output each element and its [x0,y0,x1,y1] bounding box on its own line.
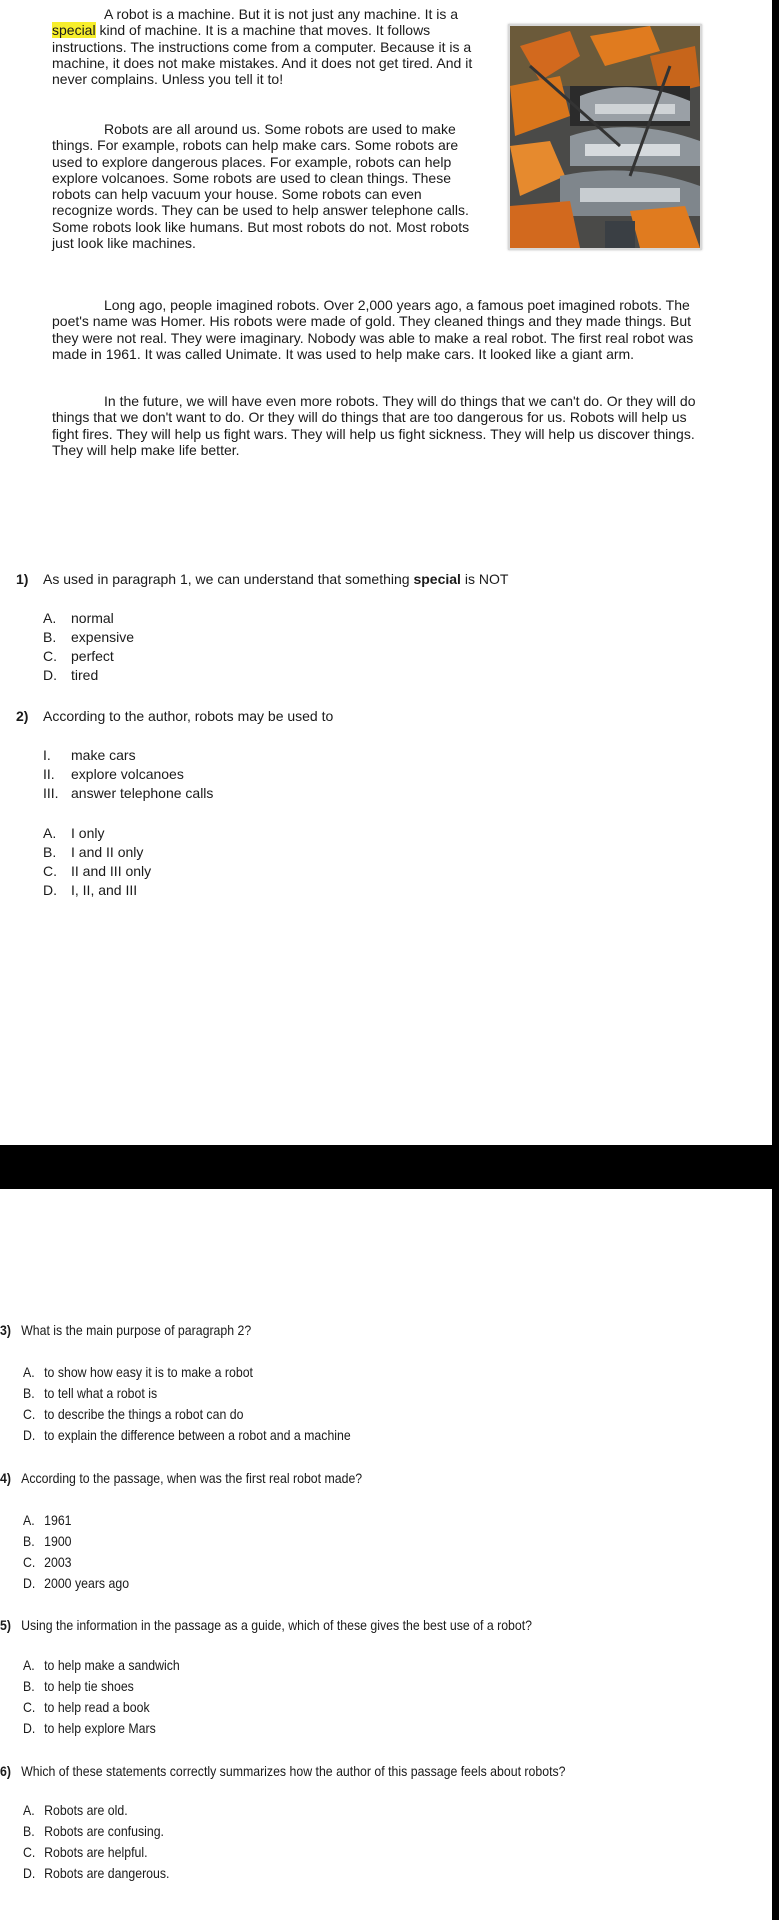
option-letter: B. [43,629,57,645]
option-d[interactable] [23,1573,129,1594]
roman-text: make cars [71,747,136,763]
option-letter: C. [23,1844,36,1860]
option-letter: B. [43,844,57,860]
option-text: to describe the things a robot can do [44,1406,244,1422]
option-c[interactable] [43,862,151,882]
option-letter: C. [43,648,57,664]
question-text: Which of these statements correctly summarizes how the author of this passage feels about robots? [21,1763,566,1779]
option-a[interactable] [23,1655,180,1676]
option-text: 1900 [44,1533,72,1549]
option-a[interactable] [23,1510,72,1531]
option-c[interactable] [23,1842,148,1863]
option-text: I only [71,825,105,841]
option-letter: A. [23,1657,35,1673]
question-1 [16,570,508,588]
option-letter: D. [23,1720,36,1736]
option-text: tired [71,667,99,683]
option-text: Robots are helpful. [44,1844,148,1860]
option-a[interactable] [23,1362,253,1383]
question-2 [16,707,333,725]
right-edge-bar [772,0,779,1920]
option-b[interactable] [23,1821,164,1842]
roman-text: explore volcanoes [71,766,184,782]
option-letter: A. [43,610,57,626]
option-letter: B. [23,1678,35,1694]
option-d[interactable] [43,666,98,686]
option-text: to show how easy it is to make a robot [44,1364,253,1380]
option-letter: C. [23,1406,36,1422]
question-text-end: is NOT [460,571,509,587]
option-letter: D. [23,1427,36,1443]
option-text: normal [71,610,114,626]
roman-item-1 [43,746,136,766]
option-text: Robots are old. [44,1802,128,1818]
highlighted-word: special [52,22,96,39]
option-letter: C. [43,863,57,879]
option-text: 2003 [44,1554,72,1570]
option-d[interactable] [23,1425,351,1446]
question-number: 4) [0,1470,11,1486]
page-separator-band [0,1145,779,1189]
option-text: 1961 [44,1512,72,1528]
question-text: According to the passage, when was the first real robot made? [21,1470,363,1486]
option-c[interactable] [23,1552,72,1573]
paragraph-2: Robots are all around us. Some robots are used to make things. For example, robots can help make cars. Some robots are used to explore dangerous places. For example, robots can help explore volcanoes. Some robots are used to clean things. These robots can help vacuum your house. Some robots can even recognize words. They can be used to help answer telephone calls. Some robots look like humans. But most robots do not. Most robots just look like machines. [52,121,470,252]
option-a[interactable] [43,609,114,629]
option-letter: B. [23,1385,35,1401]
paragraph-1 [52,6,482,87]
option-letter: D. [23,1575,36,1591]
question-number: 6) [0,1763,11,1779]
option-letter: B. [23,1823,35,1839]
option-text: to help make a sandwich [44,1657,180,1673]
option-letter: D. [23,1865,36,1881]
question-4 [0,1469,362,1487]
option-d[interactable] [23,1863,169,1884]
question-number: 1) [16,571,29,587]
roman-numeral: II. [43,766,55,782]
question-number: 2) [16,708,29,724]
option-letter: D. [43,882,57,898]
worksheet-page-2 [0,1189,772,1920]
option-text: II and III only [71,863,152,879]
option-letter: B. [23,1533,35,1549]
roman-item-2 [43,765,184,785]
question-6 [0,1762,566,1780]
roman-item-3 [43,784,213,804]
option-a[interactable] [43,824,104,844]
option-text: expensive [71,629,135,645]
option-letter: A. [23,1512,35,1528]
paragraph-3: Long ago, people imagined robots. Over 2,000 years ago, a famous poet imagined robots. The poet's name was Homer. His robots were made of gold. They cleaned things and they made things. But they were not real. They were imaginary. Nobody was able to make a real robot. The first real robot was made in 1961. It was called Unimate. It was used to help make cars. It looked like a giant arm. [52,297,694,362]
option-c[interactable] [23,1404,243,1425]
option-text: to tell what a robot is [44,1385,158,1401]
option-b[interactable] [43,843,143,863]
option-text: to explain the difference between a robot and a machine [44,1427,351,1443]
option-letter: C. [23,1699,36,1715]
option-text: I and II only [71,844,144,860]
option-b[interactable] [43,628,134,648]
option-d[interactable] [43,881,137,901]
option-letter: A. [23,1364,35,1380]
question-number: 3) [0,1322,11,1338]
question-text: What is the main purpose of paragraph 2? [21,1322,252,1338]
roman-numeral: III. [43,785,59,801]
option-text: Robots are dangerous. [44,1865,170,1881]
question-number: 5) [0,1617,11,1633]
question-text: As used in paragraph 1, we can understand that something [43,571,414,587]
option-c[interactable] [23,1697,150,1718]
option-text: perfect [71,648,114,664]
question-bold-word: special [413,571,461,587]
option-letter: A. [23,1802,35,1818]
roman-numeral: I. [43,747,51,763]
paragraph-4: In the future, we will have even more robots. They will do things that we can't do. Or they will do things that we don't want to do. Or they will do things that are too dangerous for us. Robots will help us fight fires. They will help us fight wars. They will help us fight sickness. They will help us discover things. They will help make life better. [52,393,696,458]
option-text: to help tie shoes [44,1678,134,1694]
question-5 [0,1616,532,1634]
option-letter: C. [23,1554,36,1570]
option-b[interactable] [23,1676,134,1697]
question-3 [0,1321,251,1339]
paragraph-1-start: A robot is a machine. But it is not just any machine. It is a [104,6,459,22]
robot-assembly-line-photo [508,24,702,250]
option-a[interactable] [23,1800,128,1821]
option-letter: A. [43,825,57,841]
roman-text: answer telephone calls [71,785,214,801]
option-text: I, II, and III [71,882,138,898]
option-c[interactable] [43,647,114,667]
option-b[interactable] [23,1531,72,1552]
option-text: to help explore Mars [44,1720,156,1736]
option-text: 2000 years ago [44,1575,130,1591]
question-text: Using the information in the passage as a guide, which of these gives the best use of a robot? [21,1617,533,1633]
option-text: Robots are confusing. [44,1823,164,1839]
option-d[interactable] [23,1718,156,1739]
option-letter: D. [43,667,57,683]
question-text: According to the author, robots may be used to [43,708,334,724]
option-b[interactable] [23,1383,157,1404]
option-text: to help read a book [44,1699,150,1715]
paragraph-1-end: kind of machine. It is a machine that moves. It follows instructions. The instructions come from a computer. Because it is a machine, it does not make mistakes. And it does not get tired. And it never complains. Unless you tell it to! [52,22,473,88]
